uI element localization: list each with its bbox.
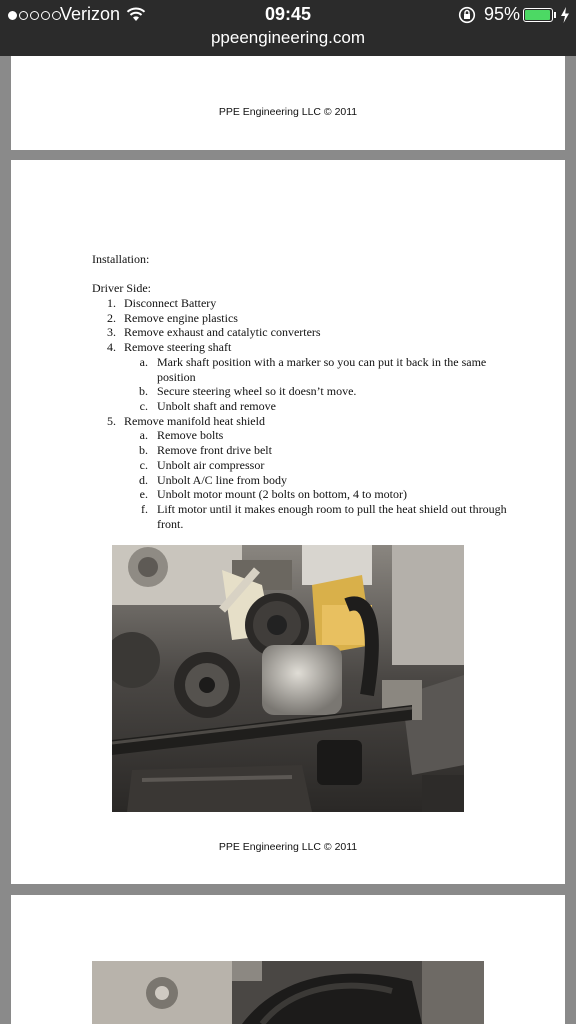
sub-step-item (92, 487, 512, 502)
step-text: Remove manifold heat shield (124, 413, 265, 428)
step-marker: a. (139, 354, 148, 369)
step-item (92, 340, 512, 355)
step-marker: 4. (107, 340, 116, 355)
step-text: Unbolt air compressor (157, 457, 265, 472)
sub-step-item (92, 384, 512, 399)
step-text: Remove steering shaft (124, 340, 232, 355)
installation-heading: Installation: (92, 252, 150, 266)
step-marker: 3. (107, 325, 116, 340)
step-item (92, 296, 512, 311)
step-marker: 2. (107, 310, 116, 325)
engine-bay-photo (112, 545, 464, 812)
step-text: Remove exhaust and catalytic converters (124, 325, 321, 340)
document-page (11, 160, 565, 884)
step-marker: b. (139, 384, 148, 399)
step-marker: c. (139, 398, 148, 413)
document-body (92, 252, 512, 531)
step-marker: 1. (107, 296, 116, 311)
step-text: Secure steering wheel so it doesn’t move. (157, 384, 357, 399)
step-text: Remove bolts (157, 428, 224, 443)
step-text: Mark shaft position with a marker so you can put it back in the same position (157, 354, 487, 384)
charging-bolt-icon (560, 7, 570, 23)
step-text: Lift motor until it makes enough room to pull the heat shield out through front. (157, 501, 507, 531)
page-footer: PPE Engineering LLC © 2011 (218, 106, 358, 118)
step-marker: a. (139, 428, 148, 443)
sub-step-item (92, 502, 512, 531)
battery-percent: 95% (484, 4, 521, 24)
rotation-lock-icon (458, 6, 476, 24)
document-page (11, 895, 565, 1024)
carrier-name: Verizon (60, 4, 121, 24)
step-marker: d. (139, 472, 148, 487)
address-bar-url[interactable]: ppeengineering.com (210, 28, 366, 47)
step-text: Unbolt A/C line from body (157, 472, 287, 487)
sub-step-item (92, 355, 512, 384)
driver-side-heading: Driver Side: (92, 281, 151, 296)
steps-list (92, 296, 512, 531)
step-item (92, 325, 512, 340)
step-marker: e. (139, 487, 148, 502)
page-footer: PPE Engineering LLC © 2011 (218, 841, 358, 853)
step-text: Unbolt motor mount (2 bolts on bottom, 4 to motor) (157, 487, 407, 502)
status-bar (0, 0, 576, 56)
sub-step-item (92, 473, 512, 488)
sub-step-item (92, 458, 512, 473)
step-text: Unbolt shaft and remove (157, 398, 276, 413)
clock: 09:45 (264, 4, 312, 24)
document-page (11, 56, 565, 150)
sub-step-item (92, 399, 512, 414)
step-text: Remove front drive belt (157, 443, 272, 458)
step-item (92, 414, 512, 429)
step-marker: c. (139, 457, 148, 472)
step-marker: 5. (107, 413, 116, 428)
sub-step-item (92, 443, 512, 458)
step-text: Remove engine plastics (124, 310, 238, 325)
sub-step-item (92, 428, 512, 443)
step-item (92, 311, 512, 326)
step-marker: b. (139, 443, 148, 458)
step-text: Disconnect Battery (124, 296, 217, 311)
engine-photo (92, 961, 484, 1024)
battery-icon (523, 8, 553, 22)
step-marker: f. (141, 501, 148, 516)
